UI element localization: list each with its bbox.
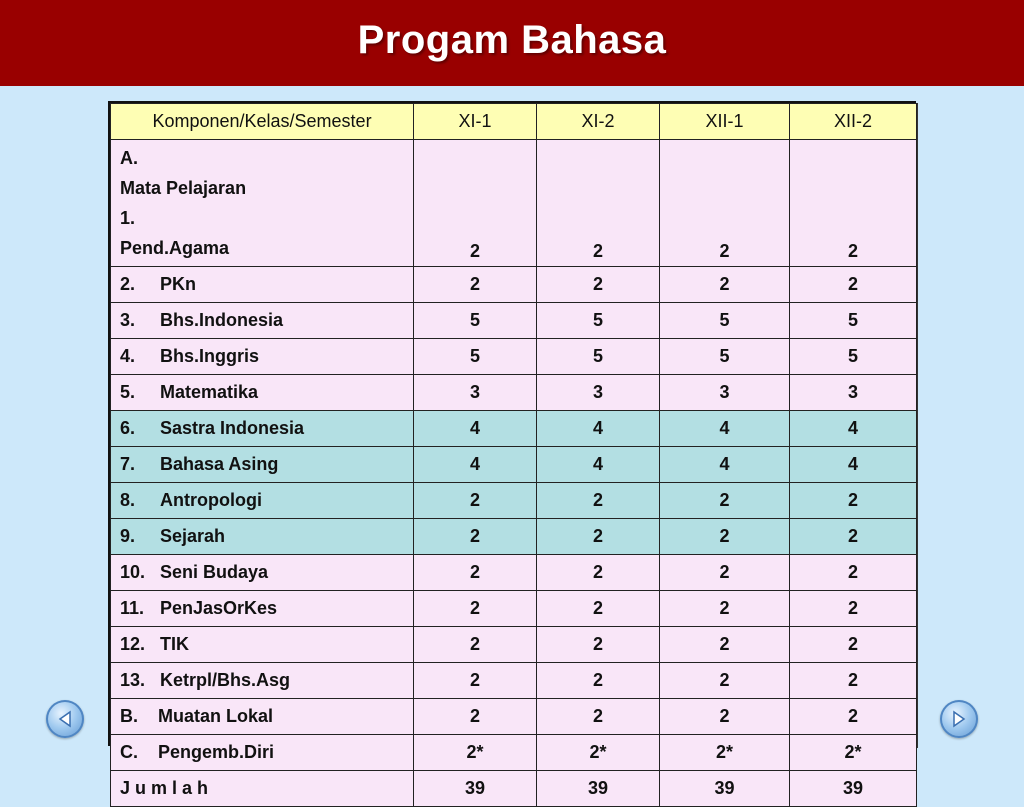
row-label-cell (111, 519, 414, 555)
value-cell: 2* (414, 735, 537, 771)
value-cell: 4 (414, 411, 537, 447)
row-index: 5. (120, 382, 136, 402)
row-label-cell (111, 699, 414, 735)
schedule-table-container (108, 101, 916, 798)
arrow-left-icon (57, 710, 73, 728)
value-cell: 2* (790, 735, 917, 771)
table-row (111, 303, 917, 339)
row-label-cell (111, 267, 414, 303)
row-index: C. (120, 742, 138, 762)
table-body (111, 140, 917, 807)
row-label-cell (111, 140, 414, 267)
table-row (111, 699, 917, 735)
value-cell: 4 (537, 411, 660, 447)
row-label-text: PKn (160, 274, 196, 294)
row-label-text: Pend.Agama (120, 238, 230, 258)
row-label-text: Bhs.Indonesia (160, 310, 284, 330)
value-cell: 2 (790, 483, 917, 519)
value-cell: 2 (537, 627, 660, 663)
value-cell: 2 (414, 627, 537, 663)
value-cell: 3 (537, 375, 660, 411)
value-cell: 2* (660, 735, 790, 771)
value-cell: 2 (414, 591, 537, 627)
value-cell: 5 (537, 303, 660, 339)
value-cell: 2 (537, 555, 660, 591)
value-cell: 2 (537, 483, 660, 519)
row-index: 4. (120, 346, 136, 366)
row-label-cell (111, 627, 414, 663)
total-value-cell: 39 (790, 771, 917, 807)
value-cell: 2 (660, 267, 790, 303)
value-cell: 4 (660, 447, 790, 483)
row-label-text: Antropologi (160, 490, 262, 510)
value-cell: 2 (414, 267, 537, 303)
row-label-text: TIK (160, 634, 189, 654)
row-label-text: PenJasOrKes (160, 598, 278, 618)
next-slide-button[interactable] (940, 700, 978, 738)
table-row (111, 555, 917, 591)
value-cell: 5 (537, 339, 660, 375)
total-value-cell: 39 (537, 771, 660, 807)
value-cell: 2 (537, 699, 660, 735)
value-cell: 4 (537, 447, 660, 483)
value-cell: 2 (660, 663, 790, 699)
row-label-cell (111, 375, 414, 411)
table-row (111, 375, 917, 411)
value-cell: 3 (790, 375, 917, 411)
value-cell: 2 (790, 591, 917, 627)
row-label-text: Pengemb.Diri (158, 742, 275, 762)
row-index: 10. (120, 562, 146, 582)
table-header-row (111, 104, 917, 140)
table-row (111, 627, 917, 663)
row-index: 8. (120, 490, 136, 510)
row-label-cell (111, 339, 414, 375)
page-title: Progam Bahasa (357, 17, 667, 62)
value-cell: 5 (660, 303, 790, 339)
row-label-text: Ketrpl/Bhs.Asg (160, 670, 291, 690)
value-cell: 4 (790, 411, 917, 447)
value-cell: 2 (660, 483, 790, 519)
column-header: Komponen/Kelas/Semester (111, 104, 414, 140)
value-cell: 2 (790, 627, 917, 663)
value-cell: 2 (414, 140, 537, 267)
row-label-cell (111, 483, 414, 519)
value-cell: 5 (660, 339, 790, 375)
row-index: 3. (120, 310, 136, 330)
value-cell: 2 (414, 519, 537, 555)
value-cell: 2 (790, 140, 917, 267)
value-cell: 3 (660, 375, 790, 411)
row-label-cell (111, 591, 414, 627)
value-cell: 4 (660, 411, 790, 447)
value-cell: 2 (537, 663, 660, 699)
row-label-text: Muatan Lokal (158, 706, 274, 726)
row-label-cell (111, 447, 414, 483)
row-index: 7. (120, 454, 136, 474)
table-row (111, 267, 917, 303)
table-row (111, 140, 917, 267)
row-index: B. (120, 706, 138, 726)
table-row (111, 519, 917, 555)
schedule-table (110, 103, 917, 807)
value-cell: 5 (790, 303, 917, 339)
row-label-text: Sejarah (160, 526, 226, 546)
row-index: 2. (120, 274, 136, 294)
value-cell: 2 (660, 555, 790, 591)
value-cell: 2 (414, 663, 537, 699)
section-label: Mata Pelajaran (120, 178, 247, 198)
value-cell: 2 (790, 267, 917, 303)
value-cell: 5 (414, 339, 537, 375)
row-label (120, 203, 404, 263)
row-label-text: Bhs.Inggris (160, 346, 260, 366)
row-index: 11. (120, 598, 145, 618)
row-label-text: Bahasa Asing (160, 454, 279, 474)
total-label: J u m l a h (111, 771, 414, 807)
value-cell: 2 (660, 627, 790, 663)
table-row (111, 483, 917, 519)
value-cell: 2 (660, 591, 790, 627)
total-value-cell: 39 (414, 771, 537, 807)
value-cell: 2 (414, 555, 537, 591)
total-row (111, 771, 917, 807)
row-index: 13. (120, 670, 146, 690)
row-label-text: Matematika (160, 382, 259, 402)
value-cell: 2* (537, 735, 660, 771)
value-cell: 2 (790, 699, 917, 735)
row-index: 6. (120, 418, 136, 438)
value-cell: 5 (414, 303, 537, 339)
column-header: XII-2 (790, 104, 917, 140)
title-bar (0, 0, 1024, 86)
value-cell: 2 (537, 140, 660, 267)
row-label-cell (111, 555, 414, 591)
value-cell: 2 (414, 483, 537, 519)
value-cell: 2 (660, 140, 790, 267)
row-label-cell (111, 735, 414, 771)
section-index: A. (120, 148, 138, 168)
row-label-cell (111, 663, 414, 699)
row-label-text: Seni Budaya (160, 562, 269, 582)
value-cell: 2 (660, 699, 790, 735)
value-cell: 4 (790, 447, 917, 483)
value-cell: 2 (790, 519, 917, 555)
row-index: 1. (120, 208, 136, 228)
row-label-cell (111, 411, 414, 447)
value-cell: 2 (537, 267, 660, 303)
value-cell: 2 (790, 555, 917, 591)
table-row (111, 411, 917, 447)
row-index: 12. (120, 634, 146, 654)
value-cell: 3 (414, 375, 537, 411)
value-cell: 2 (537, 519, 660, 555)
table-row (111, 447, 917, 483)
value-cell: 2 (414, 699, 537, 735)
value-cell: 2 (537, 591, 660, 627)
row-index: 9. (120, 526, 136, 546)
table-row (111, 735, 917, 771)
row-label-text: Sastra Indonesia (160, 418, 305, 438)
total-value-cell: 39 (660, 771, 790, 807)
arrow-right-icon (951, 710, 967, 728)
section-heading (120, 143, 404, 203)
previous-slide-button[interactable] (46, 700, 84, 738)
value-cell: 2 (660, 519, 790, 555)
row-label-cell (111, 303, 414, 339)
value-cell: 2 (790, 663, 917, 699)
value-cell: 4 (414, 447, 537, 483)
column-header: XII-1 (660, 104, 790, 140)
table-row (111, 591, 917, 627)
column-header: XI-2 (537, 104, 660, 140)
table-row (111, 339, 917, 375)
column-header: XI-1 (414, 104, 537, 140)
table-row (111, 663, 917, 699)
value-cell: 5 (790, 339, 917, 375)
